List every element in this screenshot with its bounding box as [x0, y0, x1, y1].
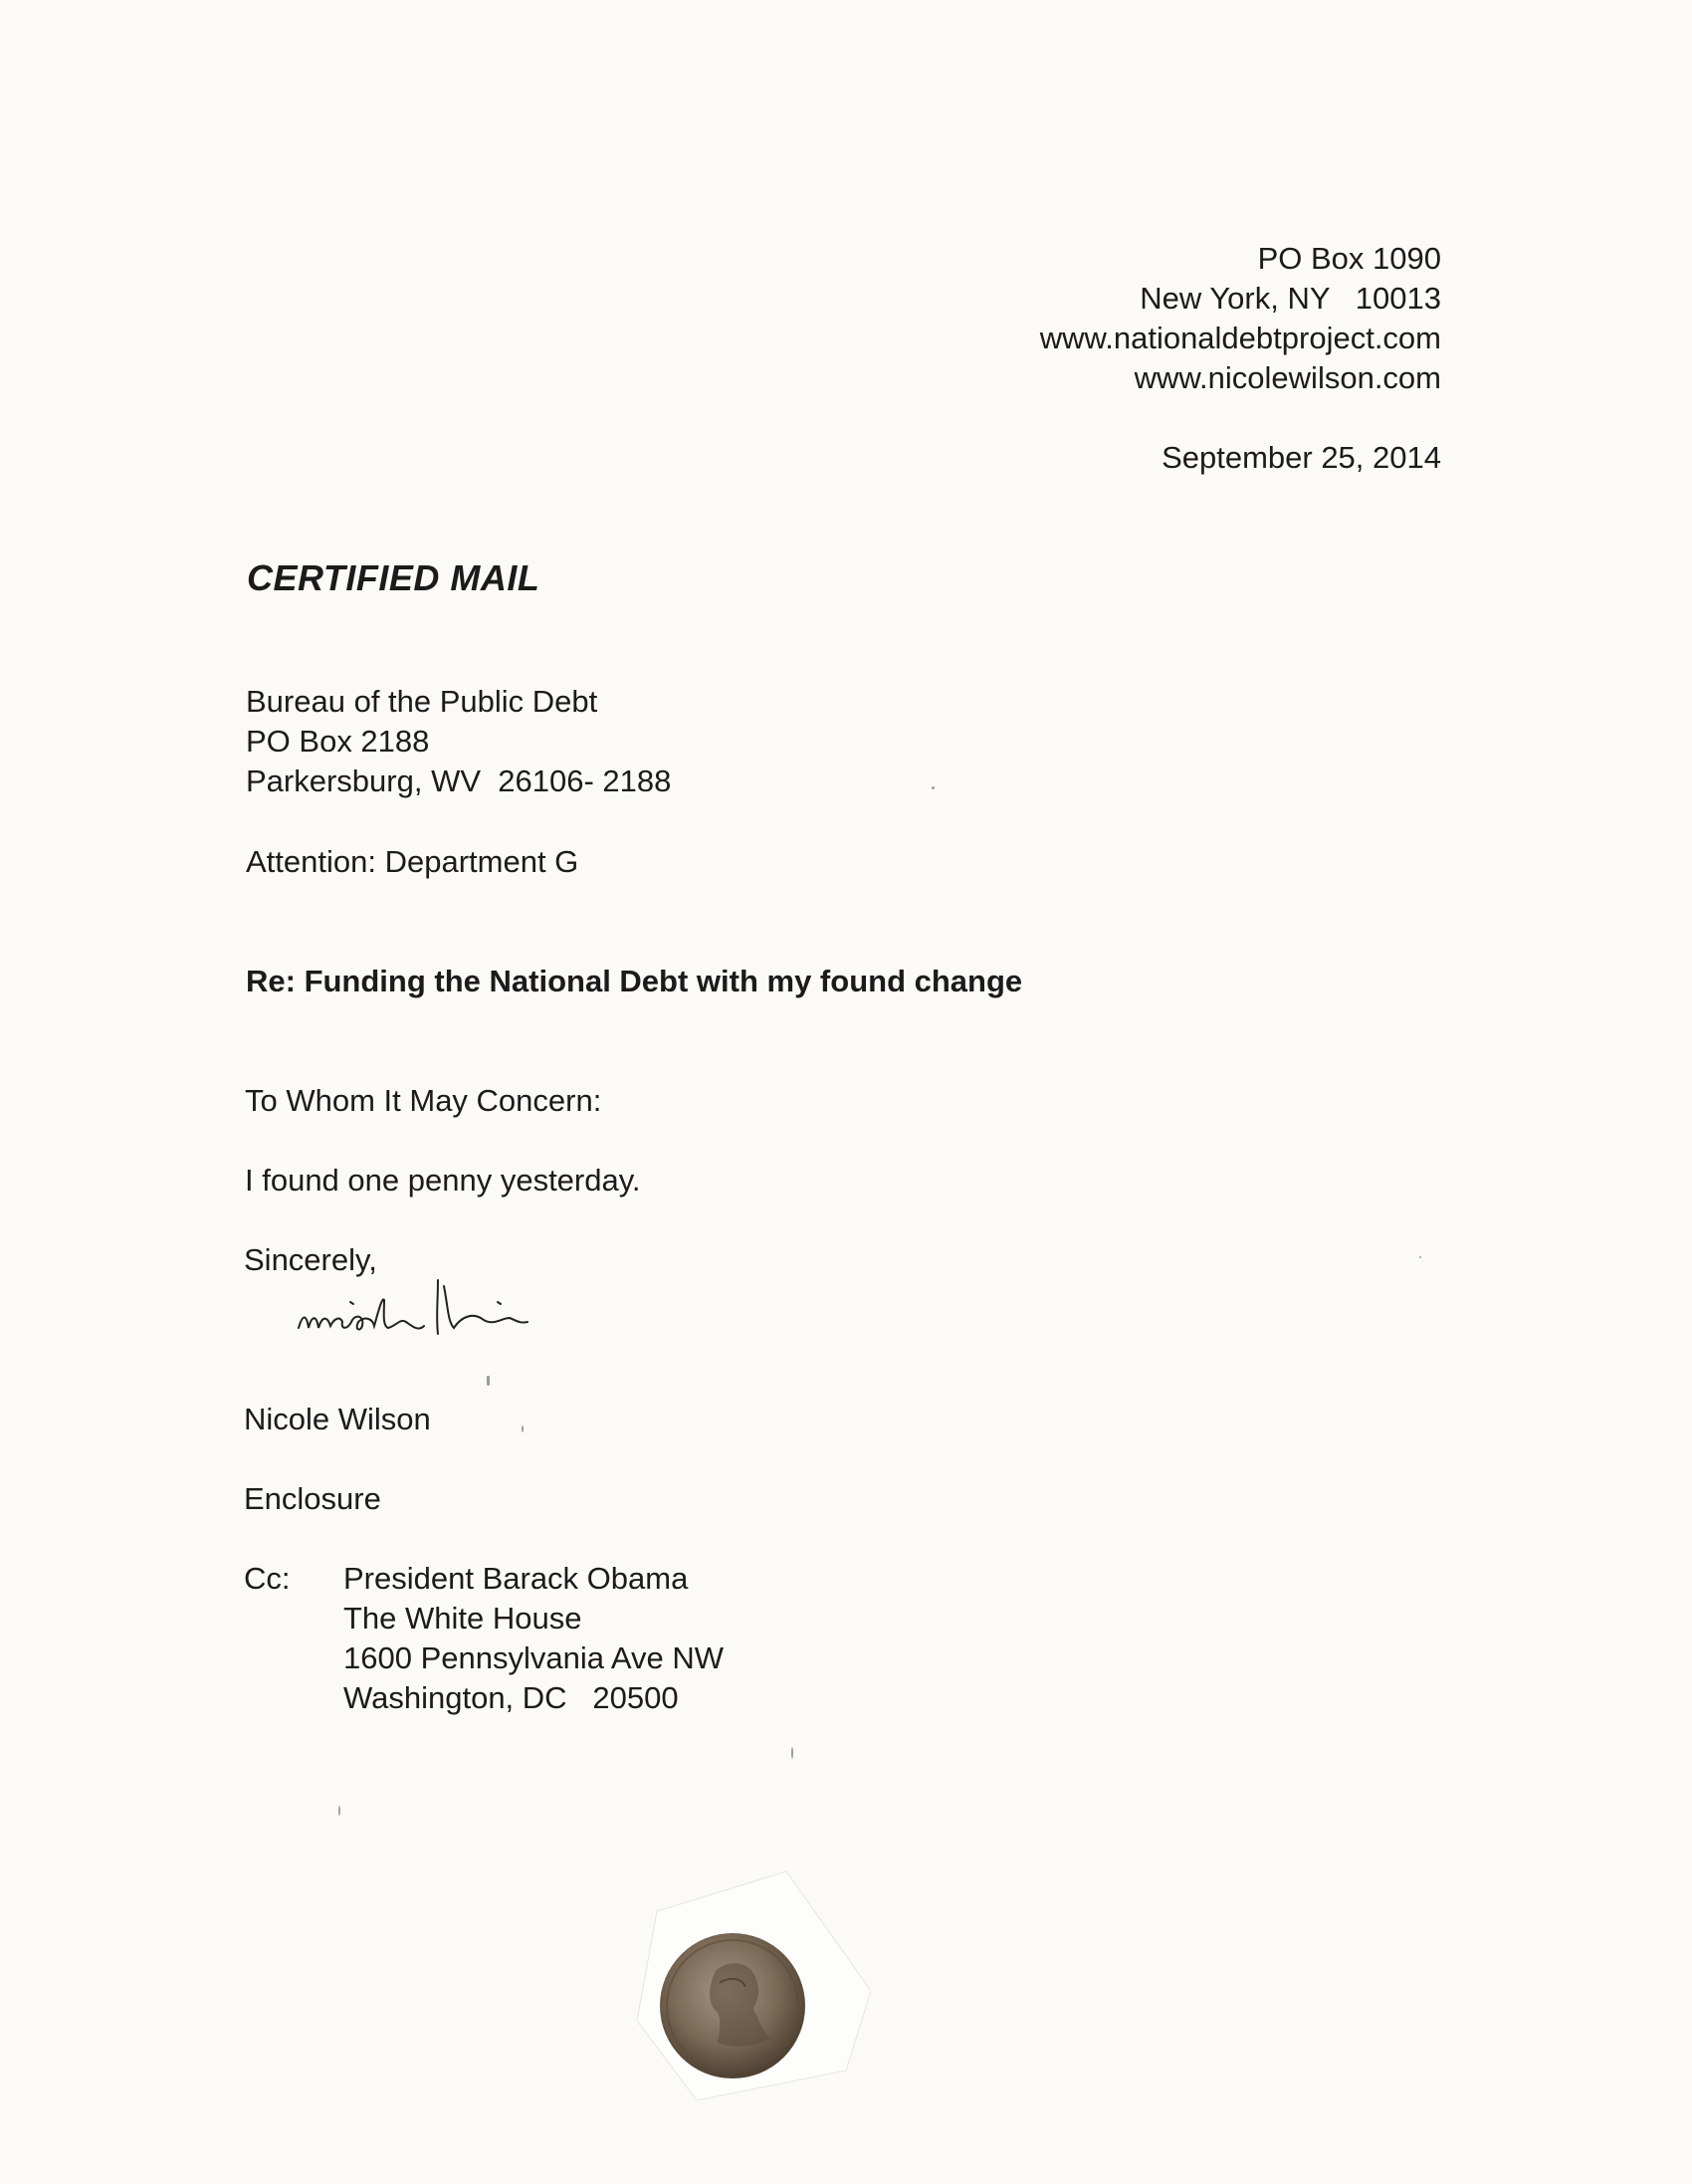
- paper-speck: [932, 786, 935, 789]
- recipient-address-line: PO Box 2188: [246, 724, 430, 759]
- sender-address-line: www.nicolewilson.com: [1134, 360, 1441, 395]
- enclosure-label: Enclosure: [244, 1481, 381, 1516]
- penny-coin-icon: [658, 1931, 807, 2080]
- sender-address-line: www.nationaldebtproject.com: [1039, 321, 1441, 355]
- paper-speck: [338, 1806, 340, 1816]
- recipient-address-line: Bureau of the Public Debt: [246, 684, 598, 719]
- attention-line: Attention: Department G: [246, 844, 579, 879]
- sender-address: [1040, 239, 1441, 398]
- salutation: To Whom It May Concern:: [245, 1083, 602, 1118]
- letter-date: September 25, 2014: [1162, 440, 1441, 475]
- sender-address-line: New York, NY 10013: [1140, 281, 1441, 316]
- subject-line: Re: Funding the National Debt with my found change: [246, 964, 1023, 998]
- paper-speck: [522, 1425, 524, 1432]
- cc-address-line: 1600 Pennsylvania Ave NW: [343, 1640, 724, 1675]
- recipient-address-line: Parkersburg, WV 26106- 2188: [246, 764, 672, 798]
- cc-label: Cc:: [244, 1561, 291, 1596]
- letter-body: I found one penny yesterday.: [245, 1163, 641, 1198]
- paper-speck: [791, 1747, 793, 1759]
- recipient-address: [246, 682, 671, 801]
- cc-address-line: The White House: [343, 1601, 582, 1636]
- signer-name: Nicole Wilson: [244, 1402, 431, 1436]
- sender-address-line: PO Box 1090: [1257, 241, 1441, 276]
- paper-speck: [487, 1376, 490, 1386]
- cc-address-line: President Barack Obama: [343, 1561, 689, 1596]
- closing: Sincerely,: [244, 1242, 377, 1277]
- certified-mail-heading: CERTIFIED MAIL: [247, 557, 540, 598]
- cc-address-line: Washington, DC 20500: [343, 1680, 679, 1715]
- paper-speck: [1419, 1256, 1421, 1258]
- cc-address: [343, 1559, 724, 1718]
- handwritten-signature: [289, 1256, 607, 1366]
